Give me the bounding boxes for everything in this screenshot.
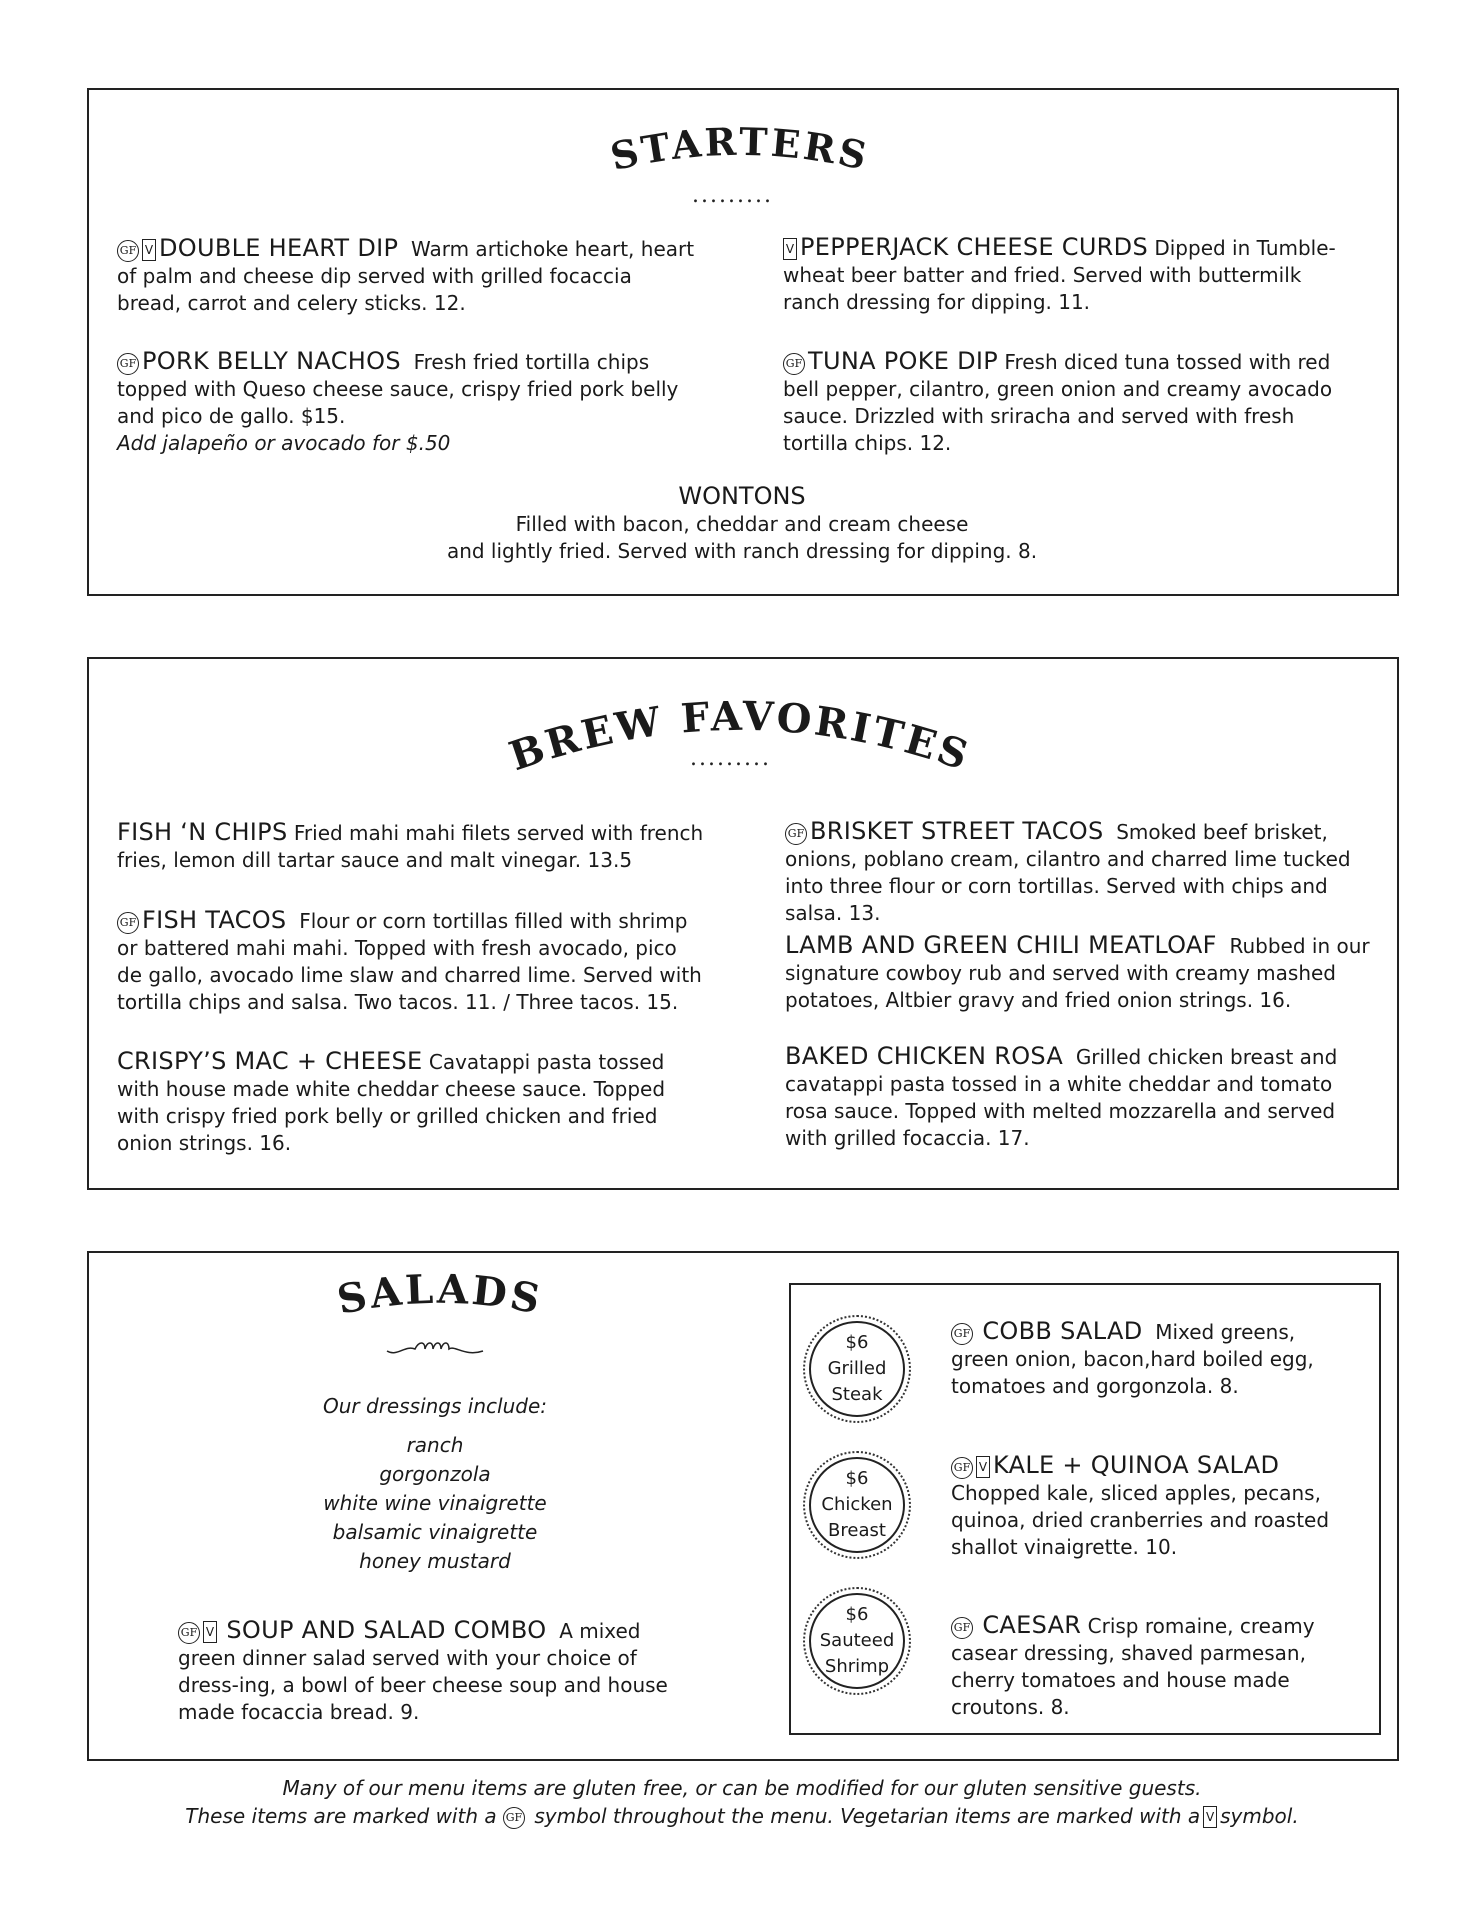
item-desc-line: and lightly fried. Served with ranch dressing for dipping. 8.: [446, 539, 1038, 563]
item-desc: Flour or corn tortillas filled with shrimp or battered mahi mahi. Topped with fresh avocado, pico de gallo, avocado lime slaw and charred lime. Served with tortilla chips and salsa. Two tacos. 11. / Three tacos. 15.: [117, 909, 702, 1014]
salads-title: [310, 1258, 570, 1338]
swirl-ornament-icon: [385, 1335, 485, 1363]
vegetarian-icon: V: [203, 1621, 217, 1643]
title-dots: .........: [690, 746, 771, 771]
addon-price: $6: [845, 1604, 869, 1625]
svg-text:STARTERS: STARTERS: [606, 118, 874, 180]
item-desc: Cavatappi pasta tossed with house made white cheddar cheese sauce. Topped with crispy fried pork belly or grilled chicken and fried onion strings. 16.: [117, 1050, 666, 1155]
item-name: COBB SALAD: [982, 1317, 1143, 1345]
vegetarian-icon: V: [976, 1456, 990, 1478]
addon-line: Grilled: [827, 1358, 887, 1379]
item-name: KALE + QUINOA SALAD: [993, 1451, 1280, 1479]
dressing-option: balsamic vinaigrette: [332, 1520, 538, 1544]
item-desc: Smoked beef brisket, onions, poblano cream, cilantro and charred lime tucked into three flour or corn tortillas. Served with chips and salsa. 13.: [785, 820, 1351, 925]
menu-item-lamb-meatloaf: [785, 932, 1375, 1014]
item-desc: Grilled chicken breast and cavatappi pasta tossed in a white cheddar and tomato rosa sauce. Topped with melted mozzarella and served with grilled focaccia. 17.: [785, 1045, 1338, 1150]
item-name: SOUP AND SALAD COMBO: [226, 1616, 547, 1644]
item-name: BRISKET STREET TACOS: [810, 817, 1104, 845]
menu-item-baked-chicken-rosa: [785, 1043, 1375, 1152]
dressings-list: [300, 1392, 570, 1576]
item-desc: A mixed green dinner salad served with your choice of dress-ing, a bowl of beer cheese soup and house made focaccia bread. 9.: [178, 1619, 668, 1724]
item-name: PEPPERJACK CHEESE CURDS: [800, 233, 1148, 261]
svg-text:BREW FAVORITES: BREW FAVORITES: [503, 692, 977, 781]
item-name: DOUBLE HEART DIP: [159, 234, 399, 262]
gluten-free-icon: GF: [951, 1617, 973, 1639]
addon-line: Shrimp: [824, 1656, 890, 1677]
item-desc: Crisp romaine, creamy casear dressing, shaved parmesan, cherry tomatoes and house made croutons. 8.: [951, 1614, 1315, 1719]
footer-line: [0, 1802, 1484, 1830]
addon-price: $6: [845, 1332, 869, 1353]
menu-item-soup-salad-combo: [178, 1617, 693, 1726]
item-desc: Fried mahi mahi filets served with french fries, lemon dill tartar sauce and malt vinegar. 13.5: [117, 821, 704, 872]
item-desc: Rubbed in our signature cowboy rub and served with creamy mashed potatoes, Altbier gravy and fried onion strings. 16.: [785, 934, 1370, 1012]
menu-item-tuna-poke-dip: [783, 348, 1363, 457]
dressing-option: white wine vinaigrette: [323, 1491, 547, 1515]
footer-text: symbol.: [1220, 1804, 1299, 1828]
footer-line: Many of our menu items are gluten free, or can be modified for our gluten sensitive guests.: [282, 1776, 1202, 1800]
menu-item-double-heart-dip: [117, 235, 702, 317]
menu-item-pepperjack-cheese-curds: [783, 234, 1363, 316]
menu-item-fish-tacos: [117, 907, 702, 1016]
dressing-option: gorgonzola: [379, 1462, 491, 1486]
addon-line: Steak: [831, 1384, 883, 1405]
menu-item-brisket-street-tacos: [785, 818, 1375, 927]
item-desc: Dipped in Tumble-wheat beer batter and fried. Served with buttermilk ranch dressing for dipping. 11.: [783, 236, 1336, 314]
gluten-free-icon: GF: [117, 240, 139, 262]
item-desc: Fresh diced tuna tossed with red bell pepper, cilantro, green onion and creamy avocado sauce. Drizzled with sriracha and served with fresh tortilla chips. 12.: [783, 350, 1333, 455]
gluten-free-icon: GF: [178, 1622, 200, 1644]
footer-text: These items are marked with a: [185, 1804, 497, 1828]
gluten-free-icon: GF: [117, 353, 139, 375]
item-name: CRISPY’S MAC + CHEESE: [117, 1047, 423, 1075]
title-dots: .........: [692, 183, 773, 208]
addon-line: Sauteed: [819, 1630, 895, 1651]
footer-note: [0, 1774, 1484, 1830]
gluten-free-icon: GF: [503, 1807, 525, 1829]
vegetarian-icon: V: [142, 239, 156, 261]
gluten-free-icon: GF: [951, 1457, 973, 1479]
vegetarian-icon: V: [1203, 1806, 1217, 1828]
brew-favorites-title: [470, 685, 1010, 795]
item-desc: Mixed greens, green onion, bacon,hard boiled egg, tomatoes and gorgonzola. 8.: [951, 1320, 1314, 1398]
addon-price: $6: [845, 1468, 869, 1489]
dressing-option: honey mustard: [359, 1549, 511, 1573]
item-name: FISH TACOS: [142, 906, 287, 934]
footer-text: symbol throughout the menu. Vegetarian items are marked with a: [534, 1804, 1201, 1828]
addon-badge-sauteed-shrimp: [803, 1587, 911, 1695]
menu-item-kale-quinoa-salad: [951, 1452, 1351, 1561]
item-name: PORK BELLY NACHOS: [142, 347, 401, 375]
addon-line: Chicken: [821, 1494, 893, 1515]
menu-item-wontons: [0, 481, 1484, 565]
addon-line: Breast: [828, 1520, 886, 1541]
gluten-free-icon: GF: [951, 1323, 973, 1345]
menu-item-crispys-mac-cheese: [117, 1048, 702, 1157]
menu-item-cobb-salad: [951, 1318, 1351, 1400]
gluten-free-icon: GF: [785, 823, 807, 845]
item-note: Add jalapeño or avocado for $.50: [117, 431, 451, 455]
menu-item-caesar: [951, 1612, 1361, 1721]
item-desc: Chopped kale, sliced apples, pecans, quinoa, dried cranberries and roasted shallot vinaigrette. 10.: [951, 1481, 1330, 1559]
item-name: CAESAR: [982, 1611, 1082, 1639]
addon-badge-grilled-steak: [803, 1315, 911, 1423]
gluten-free-icon: GF: [783, 353, 805, 375]
menu-item-pork-belly-nachos: [117, 348, 712, 457]
addon-badge-chicken-breast: [803, 1451, 911, 1559]
dressings-heading: Our dressings include:: [323, 1394, 547, 1418]
svg-text:SALADS: SALADS: [333, 1265, 547, 1324]
item-name: BAKED CHICKEN ROSA: [785, 1042, 1064, 1070]
item-desc-line: Filled with bacon, cheddar and cream cheese: [515, 512, 969, 536]
item-name: LAMB AND GREEN CHILI MEATLOAF: [785, 931, 1217, 959]
gluten-free-icon: GF: [117, 912, 139, 934]
menu-item-fish-n-chips: [117, 819, 712, 874]
item-name: FISH ‘N CHIPS: [117, 818, 288, 846]
vegetarian-icon: V: [783, 238, 797, 260]
starters-title: [540, 110, 940, 190]
item-name: TUNA POKE DIP: [808, 347, 999, 375]
item-desc: Fresh fried tortilla chips topped with Queso cheese sauce, crispy fried pork belly and pico de gallo. $15.: [117, 350, 679, 428]
item-name: WONTONS: [678, 482, 806, 510]
dressing-option: ranch: [406, 1433, 464, 1457]
item-desc: Warm artichoke heart, heart of palm and cheese dip served with grilled focaccia bread, carrot and celery sticks. 12.: [117, 237, 695, 315]
